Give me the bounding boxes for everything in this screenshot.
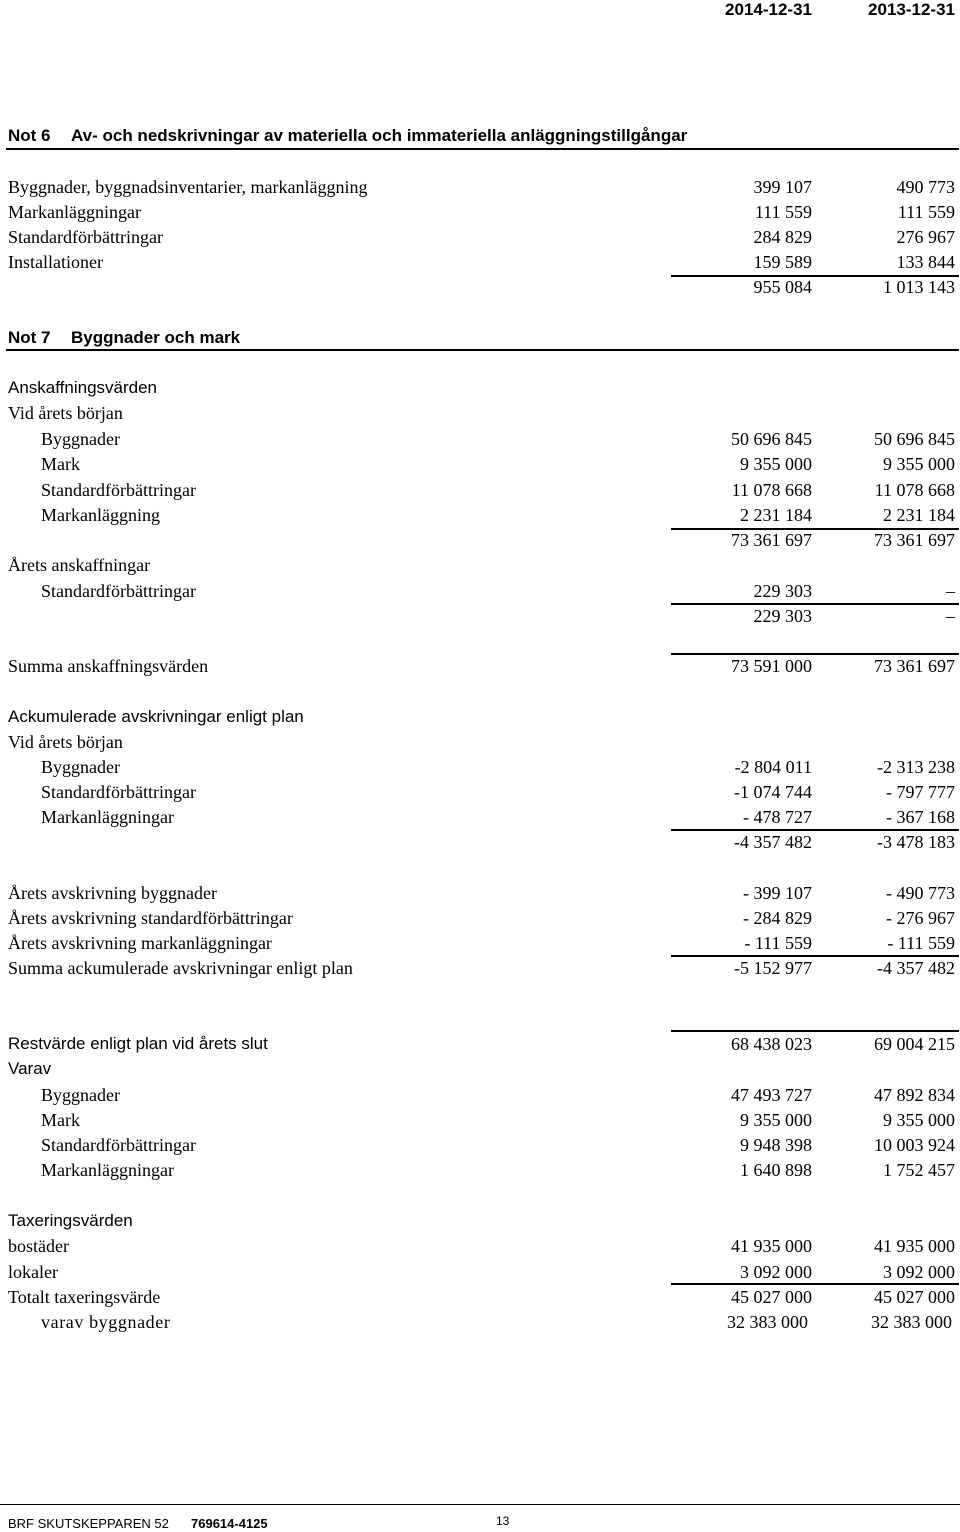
table-row xyxy=(0,1108,960,1133)
subheading xyxy=(0,553,960,578)
row-label: Standardförbättringar xyxy=(41,480,196,500)
value-2014: 9 355 000 xyxy=(740,454,812,474)
subheading xyxy=(0,401,960,426)
table-row xyxy=(0,1083,960,1108)
row-label: Restvärde enligt plan vid årets slut xyxy=(8,1034,268,1053)
value-2013: 69 004 215 xyxy=(874,1034,955,1054)
value-2013: 11 078 668 xyxy=(874,480,955,500)
value-2013: -4 357 482 xyxy=(877,958,955,978)
row-label: Standardförbättringar xyxy=(41,782,196,802)
table-row xyxy=(0,805,960,830)
row-label: Mark xyxy=(41,1110,80,1130)
value-2013: - 490 773 xyxy=(886,883,955,903)
value-2014: 399 107 xyxy=(753,177,812,197)
row-label: Mark xyxy=(41,454,80,474)
anskaffning-heading: Anskaffningsvärden xyxy=(8,378,158,397)
value-2014: 3 092 000 xyxy=(740,1262,812,1282)
row-label: Standardförbättringar xyxy=(41,1135,196,1155)
total-row xyxy=(0,528,960,553)
vid-arets-borjan: Vid årets början xyxy=(8,403,123,423)
value-2013: 9 355 000 xyxy=(883,454,955,474)
total-2014: -4 357 482 xyxy=(734,832,812,852)
value-2014: 1 640 898 xyxy=(740,1160,812,1180)
table-row xyxy=(0,1310,960,1335)
table-row xyxy=(0,956,960,981)
value-2014: 11 078 668 xyxy=(731,480,812,500)
column-header-2013: 2013-12-31 xyxy=(868,0,955,19)
value-2013: 1 752 457 xyxy=(883,1160,955,1180)
table-row xyxy=(0,579,960,604)
table-row xyxy=(0,654,960,679)
value-2013: 490 773 xyxy=(896,177,955,197)
row-label: Byggnader xyxy=(41,429,120,449)
total-row xyxy=(0,604,960,629)
value-2013: 276 967 xyxy=(896,227,955,247)
table-row xyxy=(0,780,960,805)
row-label: Summa ackumulerade avskrivningar enligt plan xyxy=(8,958,353,978)
value-2014: 68 438 023 xyxy=(731,1034,812,1054)
row-label: lokaler xyxy=(8,1262,58,1282)
row-label: Byggnader xyxy=(41,1085,120,1105)
note7-title: Byggnader och mark xyxy=(71,328,241,347)
section-heading xyxy=(0,705,960,730)
value-2013: - 797 777 xyxy=(886,782,955,802)
row-label: Byggnader, byggnadsinventarier, markanläggning xyxy=(8,177,368,197)
table-row xyxy=(0,881,960,906)
value-2013: - 276 967 xyxy=(886,908,955,928)
value-2013: - 111 559 xyxy=(887,933,955,953)
note7-number: Not 7 xyxy=(8,328,51,347)
table-row xyxy=(0,175,960,200)
table-row xyxy=(0,200,960,225)
page-number: 13 xyxy=(496,1514,510,1528)
total-2014: 229 303 xyxy=(753,606,812,626)
table-row xyxy=(0,1032,960,1057)
value-2013: 133 844 xyxy=(896,252,955,272)
value-2013: 2 231 184 xyxy=(883,505,955,525)
total-row xyxy=(0,275,960,300)
value-2014: 2 231 184 xyxy=(740,505,812,525)
row-label: Årets avskrivning markanläggningar xyxy=(8,933,272,953)
row-label: Summa anskaffningsvärden xyxy=(8,656,209,676)
note7-title-rule xyxy=(6,349,959,351)
note6-title: Av- och nedskrivningar av materiella och immateriella anläggningstillgångar xyxy=(71,126,688,145)
table-row xyxy=(0,906,960,931)
value-2014: -5 152 977 xyxy=(734,958,812,978)
row-label: Totalt taxeringsvärde xyxy=(8,1287,161,1307)
table-row xyxy=(0,755,960,780)
column-header-2014: 2014-12-31 xyxy=(725,0,812,19)
table-row xyxy=(0,427,960,452)
value-2013: 47 892 834 xyxy=(874,1085,955,1105)
value-2013: 50 696 845 xyxy=(874,429,955,449)
row-label: Markanläggning xyxy=(41,505,160,525)
total-row xyxy=(0,830,960,855)
row-label: bostäder xyxy=(8,1236,69,1256)
avskr-heading: Ackumulerade avskrivningar enligt plan xyxy=(8,707,304,726)
value-2014: 32 383 000 xyxy=(727,1312,808,1332)
value-2014: - 478 727 xyxy=(743,807,812,827)
table-row xyxy=(0,1234,960,1259)
value-2014: - 111 559 xyxy=(744,933,812,953)
value-2014: 159 589 xyxy=(753,252,812,272)
value-2013: 3 092 000 xyxy=(883,1262,955,1282)
row-label: varav byggnader xyxy=(41,1312,171,1332)
total-2014: 955 084 xyxy=(753,277,812,297)
value-2014: 73 591 000 xyxy=(731,656,812,676)
total-2013: -3 478 183 xyxy=(877,832,955,852)
row-label: Årets avskrivning byggnader xyxy=(8,883,217,903)
row-label: Standardförbättringar xyxy=(41,581,196,601)
total-2013: 1 013 143 xyxy=(883,277,955,297)
table-row xyxy=(0,478,960,503)
value-2013: 45 027 000 xyxy=(874,1287,955,1307)
value-2013: - 367 168 xyxy=(886,807,955,827)
table-row xyxy=(0,1260,960,1285)
value-2014: 47 493 727 xyxy=(731,1085,812,1105)
value-2014: - 399 107 xyxy=(743,883,812,903)
table-row xyxy=(0,503,960,528)
row-label: Markanläggningar xyxy=(8,202,141,222)
value-2013: 10 003 924 xyxy=(874,1135,955,1155)
total-2013: – xyxy=(946,606,955,626)
table-row xyxy=(0,931,960,956)
avskr-vid-borjan: Vid årets början xyxy=(8,732,123,752)
value-2014: 50 696 845 xyxy=(731,429,812,449)
row-label: Installationer xyxy=(8,252,103,272)
subheading xyxy=(0,730,960,755)
arets-anskaffningar: Årets anskaffningar xyxy=(8,555,151,575)
value-2014: - 284 829 xyxy=(743,908,812,928)
value-2014: 41 935 000 xyxy=(731,1236,812,1256)
section-heading xyxy=(0,376,960,401)
subheading xyxy=(0,1057,960,1082)
row-label: Standardförbättringar xyxy=(8,227,163,247)
value-2014: 111 559 xyxy=(754,202,812,222)
value-2014: 45 027 000 xyxy=(731,1287,812,1307)
value-2014: 9 355 000 xyxy=(740,1110,812,1130)
value-2013: 32 383 000 xyxy=(871,1312,952,1332)
section-heading xyxy=(0,1209,960,1234)
table-row xyxy=(0,250,960,275)
value-2014: 229 303 xyxy=(753,581,812,601)
row-label: Byggnader xyxy=(41,757,120,777)
value-2013: 9 355 000 xyxy=(883,1110,955,1130)
value-2014: -1 074 744 xyxy=(734,782,812,802)
tax-heading: Taxeringsvärden xyxy=(8,1211,133,1230)
value-2014: 9 948 398 xyxy=(740,1135,812,1155)
row-label: Markanläggningar xyxy=(41,807,174,827)
value-2014: -2 804 011 xyxy=(734,757,812,777)
table-row xyxy=(0,1133,960,1158)
table-row xyxy=(0,1158,960,1183)
total-2014: 73 361 697 xyxy=(731,530,812,550)
value-2013: 73 361 697 xyxy=(874,656,955,676)
value-2013: 41 935 000 xyxy=(874,1236,955,1256)
value-2013: -2 313 238 xyxy=(877,757,955,777)
value-2013: – xyxy=(946,581,955,601)
note6-number: Not 6 xyxy=(8,126,51,145)
varav-label: Varav xyxy=(8,1059,52,1078)
footer-org-number: 769614-4125 xyxy=(191,1516,268,1531)
footer-rule xyxy=(0,1504,960,1505)
row-label: Årets avskrivning standardförbättringar xyxy=(8,908,293,928)
total-2013: 73 361 697 xyxy=(874,530,955,550)
footer-org-name: BRF SKUTSKEPPAREN 52 xyxy=(8,1516,169,1531)
note6-title-rule xyxy=(6,148,959,150)
table-row xyxy=(0,225,960,250)
table-row xyxy=(0,1285,960,1310)
row-label: Markanläggningar xyxy=(41,1160,174,1180)
table-row xyxy=(0,452,960,477)
value-2014: 284 829 xyxy=(753,227,812,247)
value-2013: 111 559 xyxy=(897,202,955,222)
